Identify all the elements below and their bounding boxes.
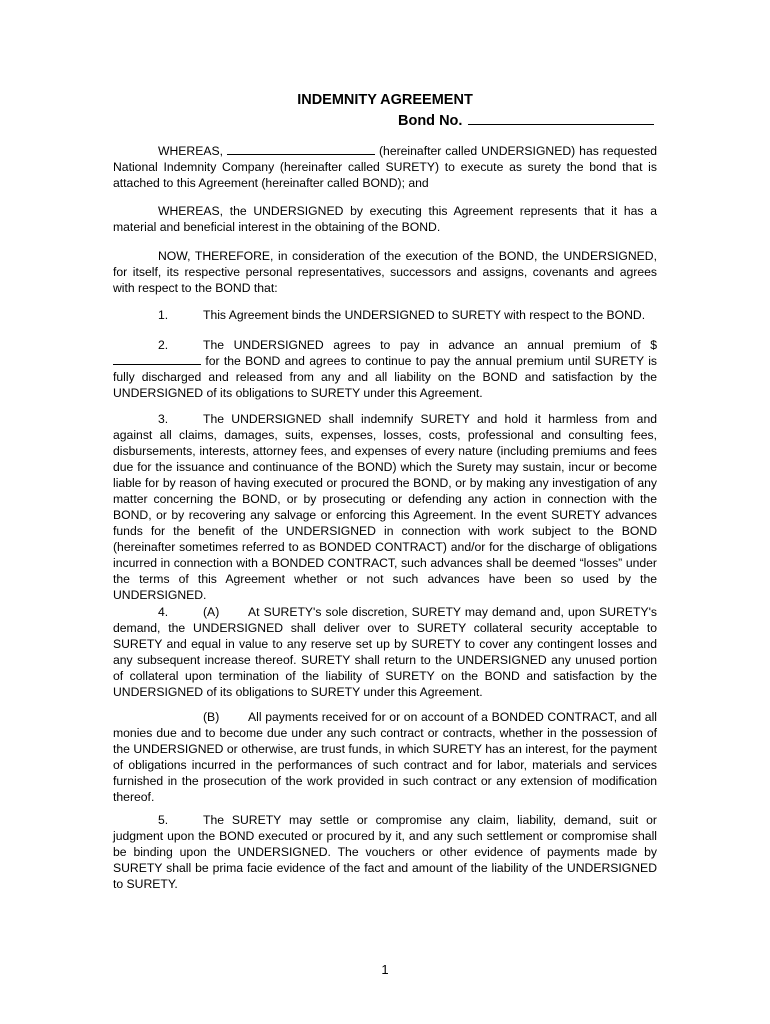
section-5-text: The SURETY may settle or compromise any claim, liability, demand, suit or judgment upon the BOND executed or procured by it, and any such settlement or compromise shall be binding upon the UNDERSIGNED. The vouchers or other evidence of payments made by SURETY shall be prima facie evidence of the fact and amount of the liability of the UNDERSIGNED to SURETY. [113, 813, 657, 891]
whereas-paragraph-2 [113, 203, 657, 235]
section-1 [113, 307, 657, 323]
section-4b-text: All payments received for or on account of a BONDED CONTRACT, and all monies due and to become due under any such contract or contracts, whether in the possession of the UNDERSIGNED or otherwise, are trust funds, in which SURETY has an interest, for the payment of obligations incurred in the performances of such contract and for labor, materials and services furnished in the prosecution of the work provided in such contract or any extension of modification thereof. [113, 710, 657, 804]
page-number: 1 [381, 962, 389, 977]
section-2-number: 2. [158, 338, 169, 352]
section-4b [113, 709, 657, 805]
p3-text: NOW, THEREFORE, in consideration of the execution of the BOND, the UNDERSIGNED, for itself, its respective personal representatives, successors and assigns, covenants and agrees with respect to the BOND that: [113, 249, 657, 295]
section-2 [113, 337, 657, 401]
section-4a-text: At SURETY's sole discretion, SURETY may demand and, upon SURETY's demand, the UNDERSIGNED shall deliver over to SURETY collateral security acceptable to SURETY and equal in value to any reserve set up by SURETY to cover any contingent losses and any subsequent increase thereof. SURETY shall return to the UNDERSIGNED any unused portion of collateral upon termination of the liability of SURETY on the BOND and satisfaction by the UNDERSIGNED of its obligations to SURETY under this Agreement. [113, 605, 657, 699]
section-3-text: The UNDERSIGNED shall indemnify SURETY and hold it harmless from and against all claims, damages, suits, expenses, losses, costs, professional and consulting fees, disbursements, interests, attorney fees, and expenses of every nature (including premiums and fees due for the issuance and continuance of the BOND) which the Surety may sustain, incur or become liable for by reason of having executed or procured the BOND, or by making any investigation of any matter concerning the BOND, or by prosecuting or defending any action in connection with the BOND, or by recovering any salvage or enforcing this Agreement. In the event SURETY advances funds for the benefit of the UNDERSIGNED in connection with work subject to the BOND (hereinafter sometimes referred to as BONDED CONTRACT) and/or for the discharge of obligations incurred in connection with a BONDED CONTRACT, such advances shall be deemed “losses” under the terms of this Agreement whether or not such advances have been so used by the UNDERSIGNED. [113, 412, 657, 602]
section-3-number: 3. [158, 412, 169, 426]
p1-text: (hereinafter called UNDERSIGNED) has requested National Indemnity Company (hereinafter called SURETY) to execute as surety the bond that is attached to this Agreement (hereinafter called BOND); and [113, 144, 658, 190]
section-2-text-b: for the BOND and agrees to continue to pay the annual premium until SURETY is fully discharged and released from any and all liability on the BOND and satisfaction by the UNDERSIGNED of its obligations to SURETY under this Agreement. [113, 354, 657, 400]
premium-amount-blank [113, 353, 201, 365]
section-4-number: 4. [158, 605, 169, 619]
p1-lead: WHEREAS, [158, 144, 224, 158]
section-4a [113, 604, 657, 700]
section-2-text-a: The UNDERSIGNED agrees to pay in advance an annual premium of [203, 338, 641, 352]
section-4b-label: (B) [203, 710, 220, 724]
bond-number-line [398, 111, 654, 129]
section-3 [113, 411, 657, 603]
section-1-number: 1. [158, 308, 169, 322]
whereas-paragraph-1 [113, 143, 657, 191]
premium-dollar-sign: $ [650, 338, 657, 352]
bond-number-label: Bond No. [398, 113, 463, 129]
p2-text: WHEREAS, the UNDERSIGNED by executing this Agreement represents that it has a material and beneficial interest in the obtaining of the BOND. [113, 204, 657, 234]
section-4a-label: (A) [203, 605, 220, 619]
document-title: INDEMNITY AGREEMENT [297, 92, 473, 108]
bond-number-blank [468, 111, 654, 125]
section-1-text: This Agreement binds the UNDERSIGNED to SURETY with respect to the BOND. [203, 308, 646, 322]
now-therefore-paragraph [113, 248, 657, 296]
undersigned-name-blank [227, 143, 375, 155]
section-5-number: 5. [158, 813, 169, 827]
section-5 [113, 812, 657, 892]
